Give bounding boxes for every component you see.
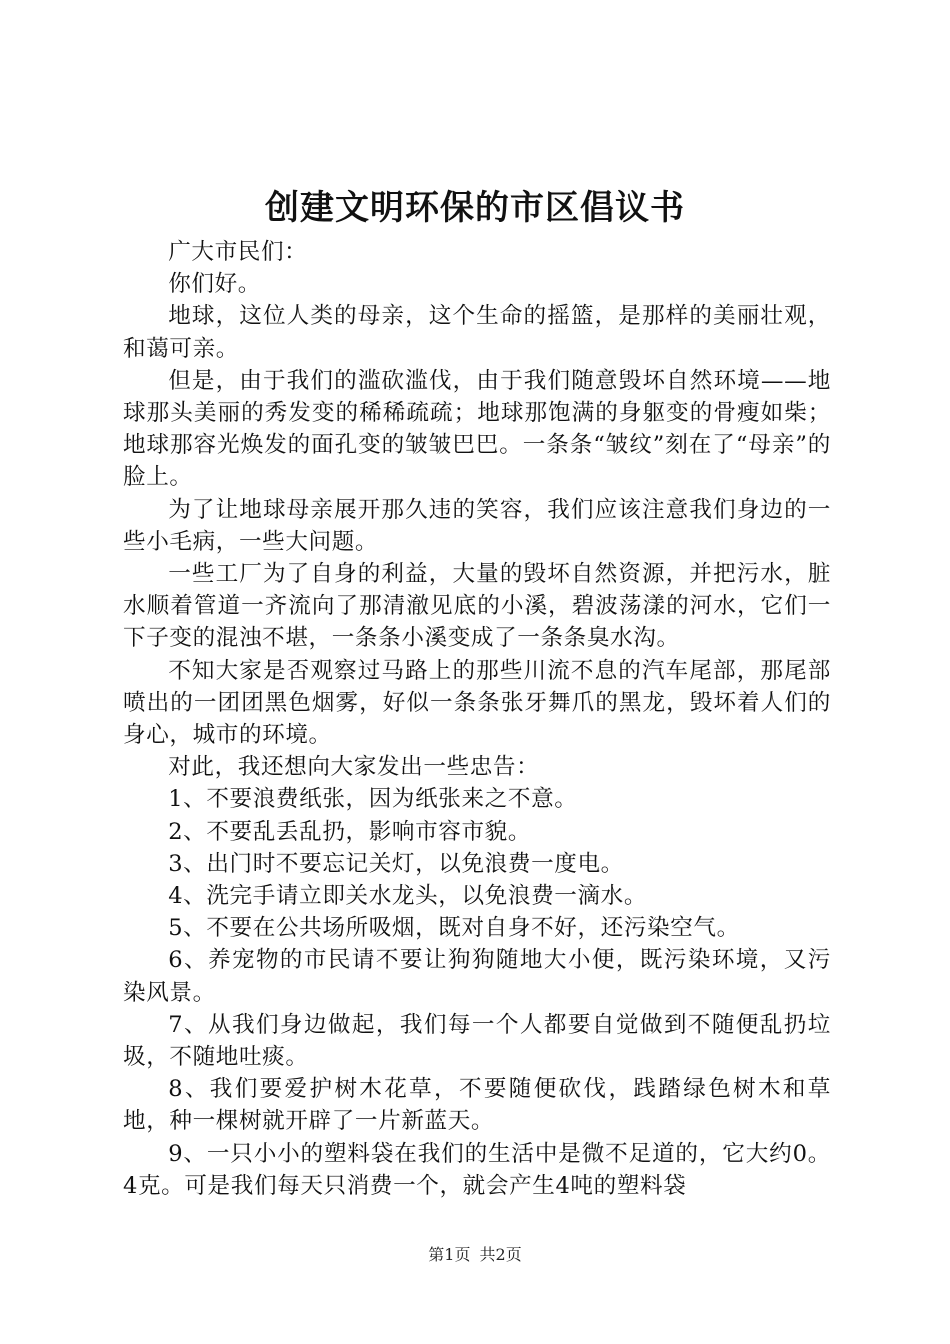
list-item: 5、不要在公共场所吸烟，既对自身不好，还污染空气。 — [168, 915, 740, 942]
list-item: 1、不要浪费纸张，因为纸张来之不意。 — [168, 786, 578, 813]
paragraph-salutation: 你们好。 — [168, 271, 261, 298]
paragraph: 为了让地球母亲展开那久违的笑容，我们应该注意我们身边的一些小毛病，一些大问题。 — [123, 496, 831, 555]
paragraph-greeting: 广大市民们： — [168, 239, 308, 265]
paragraph: 一些工厂为了自身的利益，大量的毁坏自然资源，并把污水，脏水顺着管道一齐流向了那清澈见底的小溪，碧波荡漾的河水，它们一下子变的混浊不堪，一条条小溪变成了一条条臭水沟。 — [123, 561, 831, 652]
list-item: 2、不要乱丢乱扔，影响市容市貌。 — [168, 818, 532, 845]
list-item: 3、出门时不要忘记关灯，以免浪费一度电。 — [168, 850, 624, 877]
paragraph: 但是，由于我们的滥砍滥伐，由于我们随意毁坏自然环境——地球那头美丽的秀发变的稀稀疏疏；地球那饱满的身躯变的骨瘦如柴；地球那容光焕发的面孔变的皱皱巴巴。一条条“皱纹”刻在了“母亲”的脸上。 — [123, 367, 831, 491]
paragraph: 不知大家是否观察过马路上的那些川流不息的汽车尾部，那尾部喷出的一团团黑色烟雾，好似一条条张牙舞爪的黑龙，毁坏着人们的身心，城市的环境。 — [123, 657, 831, 749]
page-number: 第1页 — [428, 1245, 471, 1264]
list-item: 6、养宠物的市民请不要让狗狗随地大小便，既污染环境，又污染风景。 — [123, 947, 831, 1006]
list-item: 8、我们要爱护树木花草，不要随便砍伐，践踏绿色树木和草地，种一棵树就开辟了一片新蓝天。 — [123, 1076, 831, 1135]
paragraph: 地球，这位人类的母亲，这个生命的摇篮，是那样的美丽壮观，和蔼可亲。 — [123, 303, 831, 362]
document-body — [123, 236, 831, 1202]
page-total: 共2页 — [479, 1245, 522, 1264]
document-title: 创建文明环保的市区倡议书 — [265, 188, 685, 228]
page-footer — [0, 1244, 950, 1266]
list-item: 7、从我们身边做起，我们每一个人都要自觉做到不随便乱扔垃圾，不随地吐痰。 — [123, 1011, 831, 1071]
list-item: 9、一只小小的塑料袋在我们的生活中是微不足道的，它大约0。4克。可是我们每天只消费一个，就会产生4吨的塑料袋 — [123, 1140, 831, 1199]
list-item: 4、洗完手请立即关水龙头，以免浪费一滴水。 — [168, 883, 648, 910]
paragraph: 对此，我还想向大家发出一些忠告： — [168, 754, 540, 781]
